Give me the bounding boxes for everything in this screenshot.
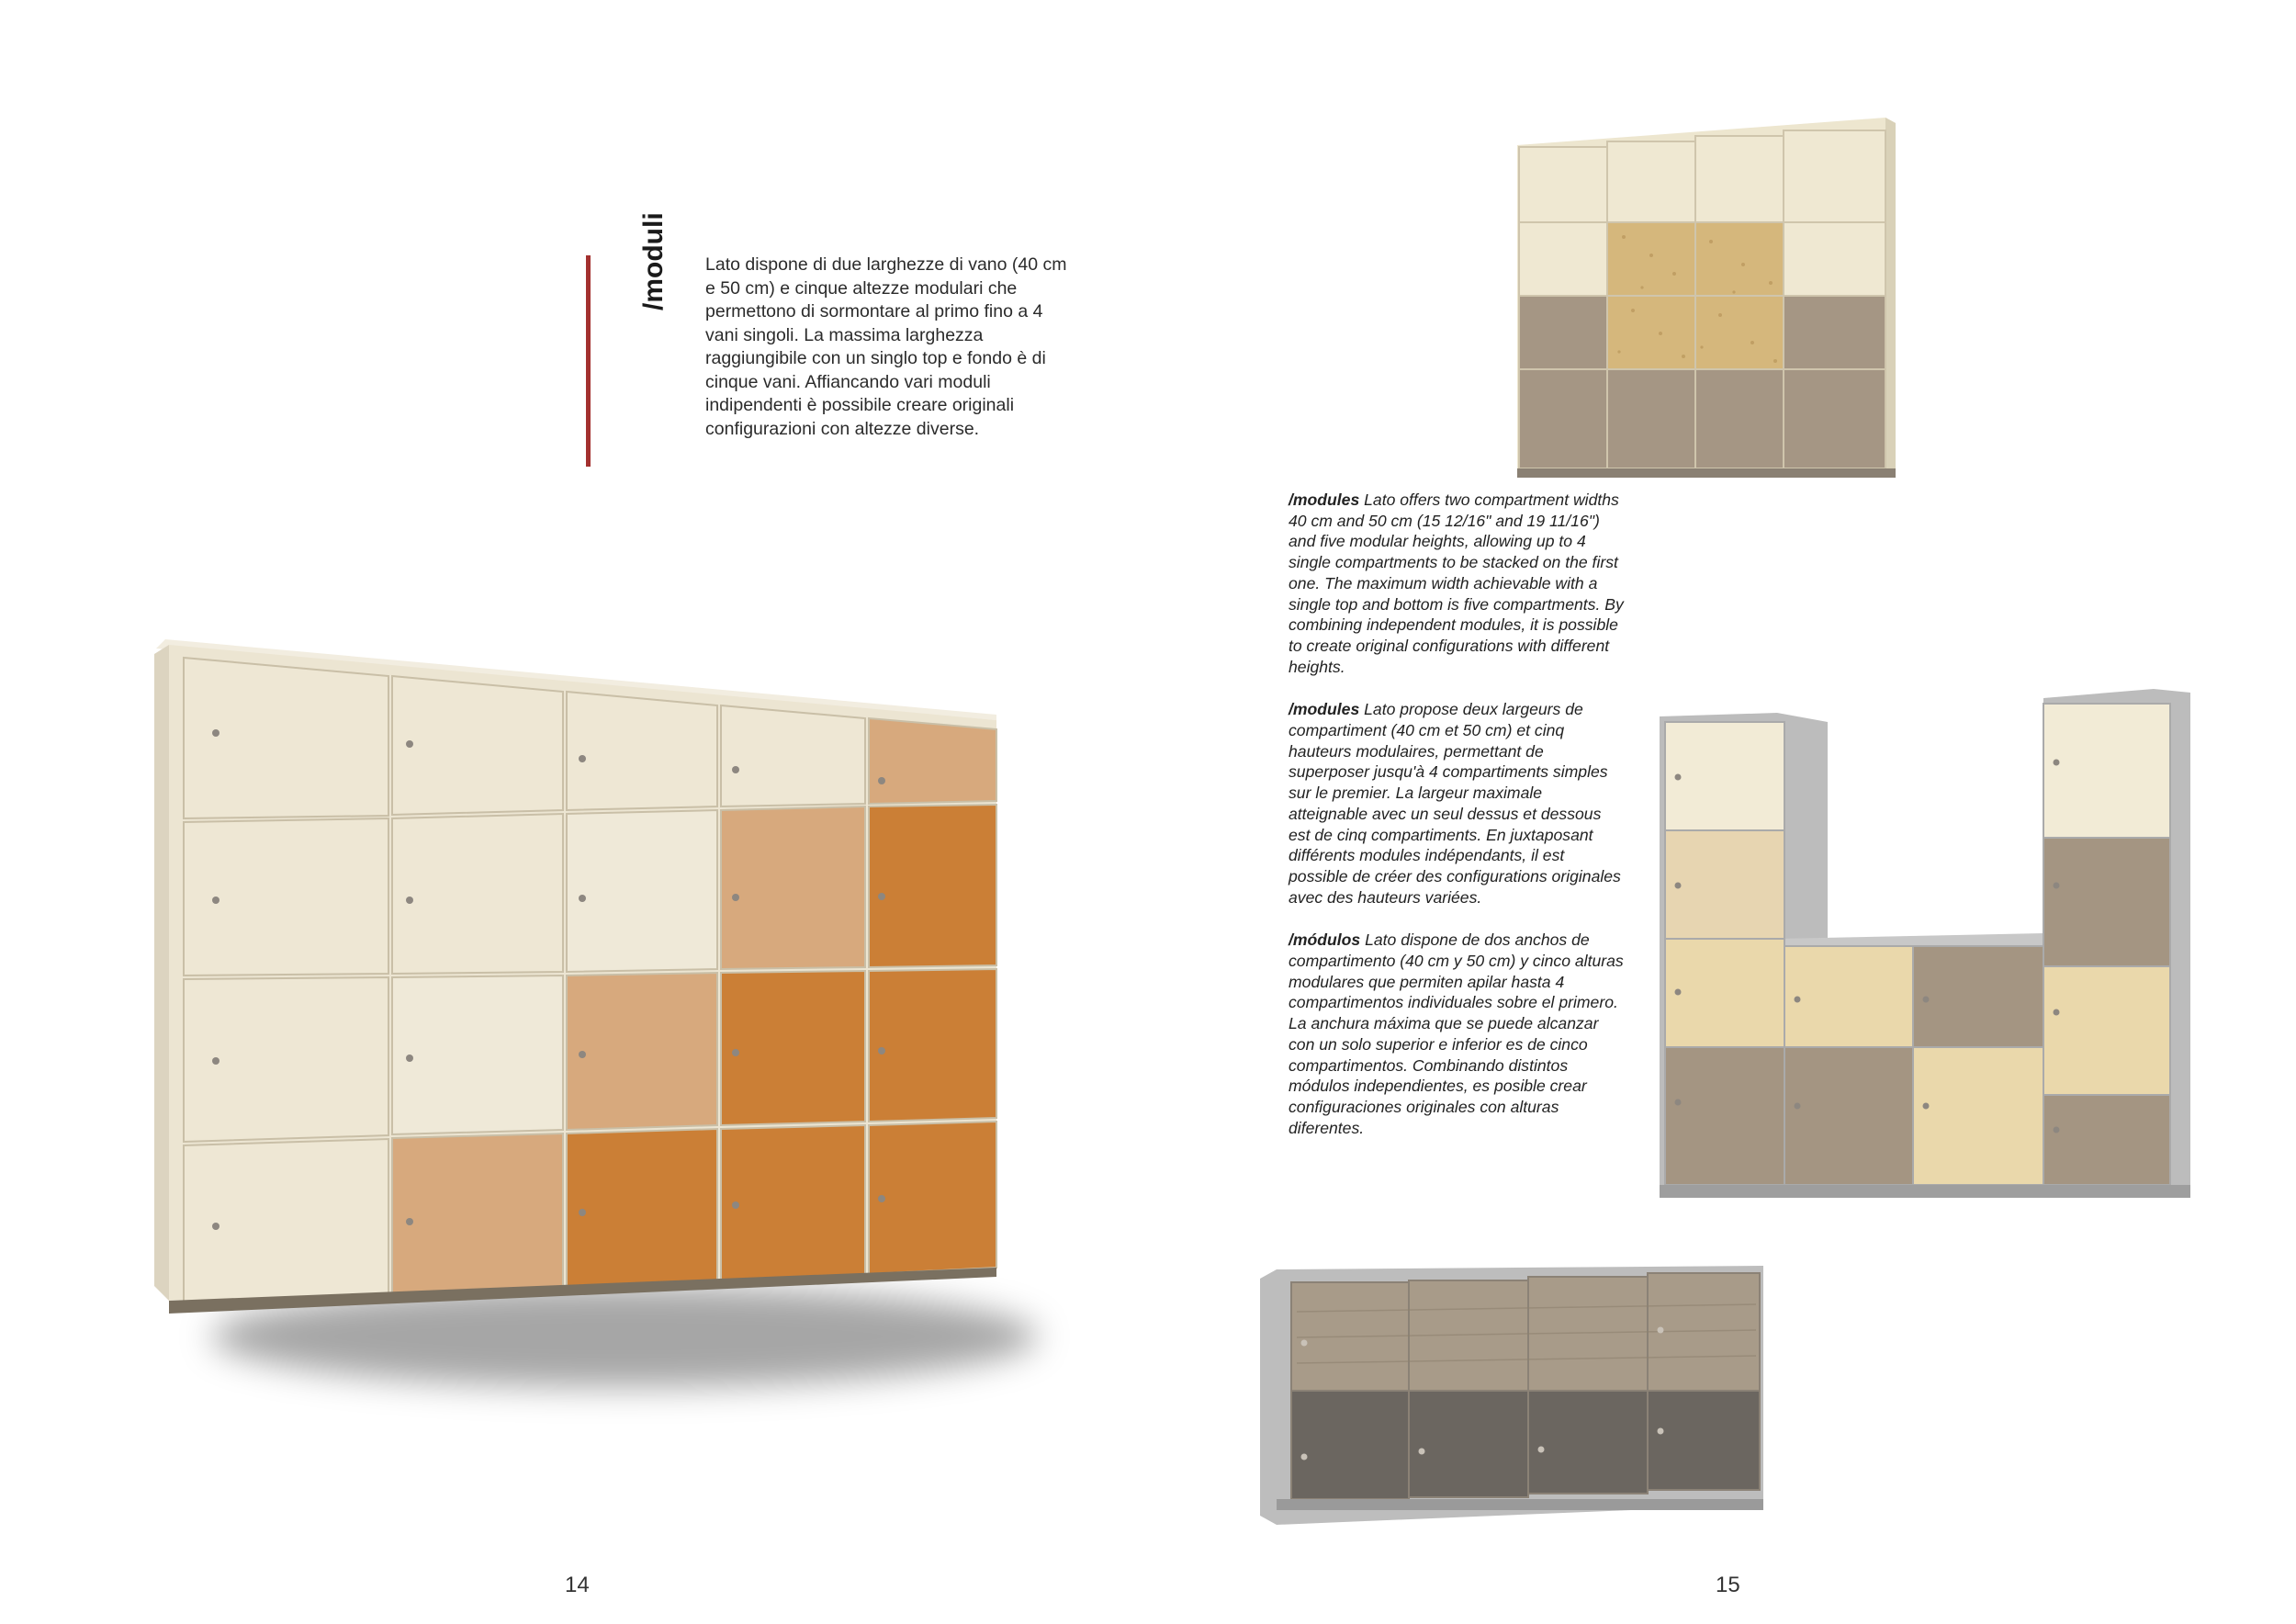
section-title: /moduli — [638, 212, 669, 310]
page-number-left: 14 — [565, 1573, 590, 1597]
spanish-text: Lato dispone de dos anchos de compartimento (40 cm y 50 cm) y cinco alturas modulares que permiten apilar hasta 4 compartimentos individuales sobre el primero. La anchura máxima que se puede alcanzar con un solo superior e inferior es de cinco compartimentos. Combinando distintos módulos independientes, es posible crear configuraciones originales con alturas diferentes. — [1289, 930, 1624, 1137]
spanish-paragraph — [1289, 930, 1624, 1138]
english-lead: /modules — [1289, 491, 1360, 509]
spanish-lead: /módulos — [1289, 930, 1361, 950]
oak-grey-sideboard — [1260, 1257, 1774, 1541]
page-number-right: 15 — [1716, 1573, 1740, 1597]
french-paragraph — [1289, 699, 1624, 908]
italian-paragraph: Lato dispone di due larghezze di vano (40 cm e 50 cm) e cinque altezze modulari che permettono di sormontare al primo fino a 4 vani singoli. La massima larghezza raggiungibile con un singlo top e fondo è di cinque vani. Affiancando vari moduli indipendenti è possibile creare originali configurazioni con altezze diverse. — [705, 254, 1067, 439]
french-text: Lato propose deux largeurs de compartiment (40 cm et 50 cm) et cinq hauteurs modulaires, permettant de superposer jusqu'à 4 compartiments simples sur le premier. La largeur maximale atteignable avec un seul dessus et dessous est de cinq compartiments. En juxtaposant différents modules indépendants, il est possible de créer des configurations originales avec des hauteurs variées. — [1289, 700, 1621, 907]
translations-column — [1289, 490, 1624, 1160]
cork-module-cabinet — [1514, 118, 1899, 485]
stepped-cabinet-composition — [1658, 689, 2255, 1231]
italian-description — [705, 254, 1073, 441]
accent-rule — [586, 255, 591, 467]
french-lead: /modules — [1289, 700, 1360, 719]
english-paragraph — [1289, 490, 1624, 677]
large-locker-cabinet — [147, 634, 1010, 1341]
english-text: Lato offers two compartment widths 40 cm and 50 cm (15 12/16" and 19 11/16") and five modular heights, allowing up to 4 single compartments to be stacked on the first one. The maximum width achievable with a single top and bottom is five compartments. By combining independent modules, it is possible to create original configurations with different heights. — [1289, 491, 1624, 676]
